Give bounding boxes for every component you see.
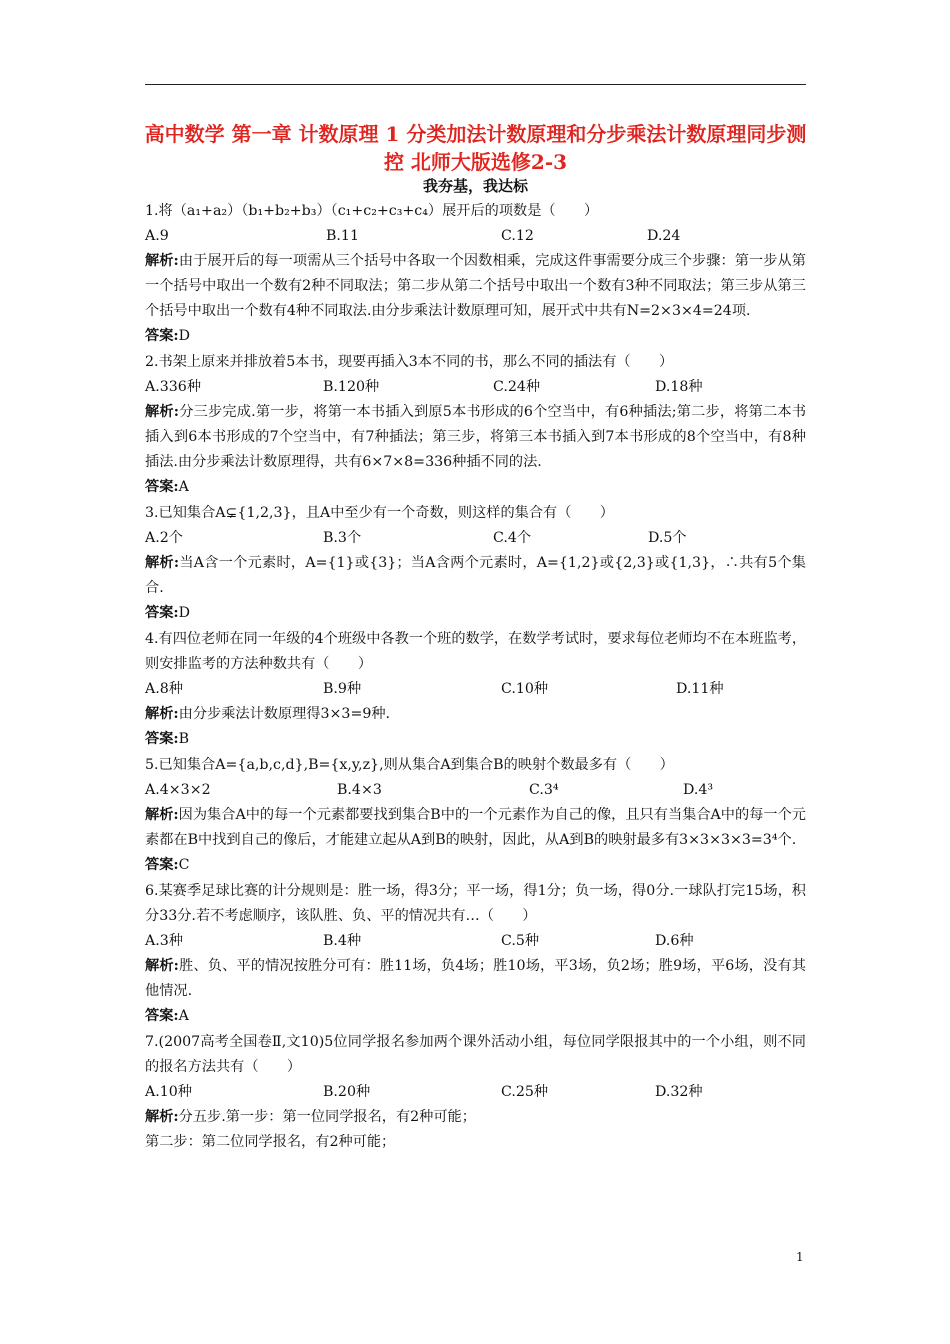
analysis-text: 解析:因为集合A中的每一个元素都要找到集合B中的一个元素作为自己的像，且只有当集合A中的每一个元素都在B中找到自己的像后，才能建立起从A到B的映射，因此，从A到B的映射最多有3×3×3×3=3⁴个. [145, 807, 806, 848]
option-b: B.120种 [323, 379, 380, 395]
option-b: B.4种 [323, 933, 362, 949]
option-row [145, 224, 806, 249]
answer-label: 答案: [145, 328, 179, 344]
header-rule [145, 84, 806, 85]
option-c: C.3⁴ [529, 782, 559, 798]
answer-line: 答案:D [145, 328, 190, 344]
option-b: B.3个 [323, 530, 362, 546]
option-b: B.11 [326, 228, 359, 244]
option-d: D.4³ [683, 782, 714, 798]
option-row [145, 1080, 806, 1105]
option-a: A.3种 [145, 933, 183, 949]
option-d: D.6种 [655, 933, 694, 949]
option-d: D.5个 [648, 530, 687, 546]
answer-line: 答案:C [145, 857, 190, 873]
option-a: A.336种 [145, 379, 202, 395]
analysis-label: 解析: [145, 706, 179, 722]
option-a: A.2个 [145, 530, 183, 546]
option-row [145, 375, 806, 400]
question-stem: 4.有四位老师在同一年级的4个班级中各教一个班的数学，在数学考试时，要求每位老师均不在本班监考，则安排监考的方法种数共有（ ） [145, 631, 807, 672]
option-c: C.25种 [501, 1084, 549, 1100]
option-row [145, 677, 806, 702]
analysis-label: 解析: [145, 958, 179, 974]
option-row [145, 778, 806, 803]
option-d: D.32种 [655, 1084, 703, 1100]
analysis-label: 解析: [145, 253, 179, 269]
analysis-step: 第二步：第二位同学报名，有2种可能； [145, 1134, 396, 1150]
question-stem: 2.书架上原来并排放着5本书，现要再插入3本不同的书，那么不同的插法有（ ） [145, 354, 674, 370]
option-b: B.9种 [323, 681, 362, 697]
document-title: 高中数学 第一章 计数原理 1 分类加法计数原理和分步乘法计数原理同步测控 北师大版选修2-3 [144, 122, 807, 174]
option-c: C.4个 [493, 530, 532, 546]
answer-label: 答案: [145, 605, 179, 621]
analysis-text: 解析:分五步.第一步：第一位同学报名，有2种可能； [145, 1109, 476, 1125]
analysis-text: 解析:分三步完成.第一步，将第一本书插入到原5本书形成的6个空当中，有6种插法;第二步，将第二本书插入到6本书形成的7个空当中，有7种插法；第三步，将第三本书插入到7本书形成的8个空当中，有8种插法.由分步乘法计数原理得，共有6×7×8=336种插不同的法. [145, 404, 807, 470]
answer-line: 答案:D [145, 605, 190, 621]
question-stem: 3.已知集合A⊊{1,2,3}，且A中至少有一个奇数，则这样的集合有（ ） [145, 505, 614, 521]
answer-label: 答案: [145, 1008, 179, 1024]
answer-line: 答案:A [145, 1008, 189, 1024]
option-row [145, 929, 806, 954]
option-d: D.11种 [676, 681, 724, 697]
option-c: C.5种 [501, 933, 540, 949]
option-row [145, 526, 806, 551]
page-number: 1 [796, 1250, 804, 1264]
option-a: A.4×3×2 [145, 782, 211, 798]
option-c: C.10种 [501, 681, 549, 697]
option-a: A.10种 [145, 1084, 192, 1100]
answer-label: 答案: [145, 857, 179, 873]
analysis-label: 解析: [145, 807, 179, 823]
option-c: C.12 [501, 228, 534, 244]
option-a: A.9 [145, 228, 169, 244]
analysis-label: 解析: [145, 404, 180, 420]
option-b: B.4×3 [337, 782, 382, 798]
question-list [145, 199, 806, 1155]
analysis-text: 解析:当A含一个元素时，A={1}或{3}；当A含两个元素时，A={1,2}或{2,3}或{1,3}，∴共有5个集合. [145, 555, 806, 596]
analysis-text: 解析:由于展开后的每一项需从三个括号中各取一个因数相乘，完成这件事需要分成三个步骤：第一步从第一个括号中取出一个数有2种不同取法；第二步从第二个括号中取出一个数有3种不同取法；第三步从第三个括号中取出一个数有4种不同取法.由分步乘法计数原理可知，展开式中共有N=2×3×4=24项. [145, 253, 806, 319]
question-stem: 1.将（a₁+a₂）（b₁+b₂+b₃）（c₁+c₂+c₃+c₄）展开后的项数是（ ） [145, 203, 599, 219]
question-stem: 7.(2007高考全国卷Ⅱ,文10)5位同学报名参加两个课外活动小组，每位同学限报其中的一个小组，则不同的报名方法共有（ ） [145, 1034, 806, 1075]
answer-label: 答案: [145, 479, 179, 495]
analysis-label: 解析: [145, 1109, 179, 1125]
option-d: D.18种 [655, 379, 703, 395]
option-d: D.24 [647, 228, 681, 244]
option-a: A.8种 [145, 681, 183, 697]
analysis-text: 解析:由分步乘法计数原理得3×3=9种. [145, 706, 391, 722]
answer-line: 答案:B [145, 731, 190, 747]
analysis-label: 解析: [145, 555, 180, 571]
question-stem: 5.已知集合A={a,b,c,d},B={x,y,z},则从集合A到集合B的映射个数最多有（ ） [145, 757, 674, 773]
question-stem: 6.某赛季足球比赛的计分规则是：胜一场，得3分；平一场，得1分；负一场，得0分.一球队打完15场，积分33分.若不考虑顺序，该队胜、负、平的情况共有…（ ） [145, 883, 806, 924]
option-c: C.24种 [493, 379, 541, 395]
analysis-text: 解析:胜、负、平的情况按胜分可有：胜11场，负4场；胜10场，平3场，负2场；胜9场，平6场，没有其他情况. [145, 958, 806, 999]
option-b: B.20种 [323, 1084, 371, 1100]
answer-line: 答案:A [145, 479, 189, 495]
section-subtitle: 我夯基，我达标 [422, 177, 528, 195]
answer-label: 答案: [145, 731, 179, 747]
